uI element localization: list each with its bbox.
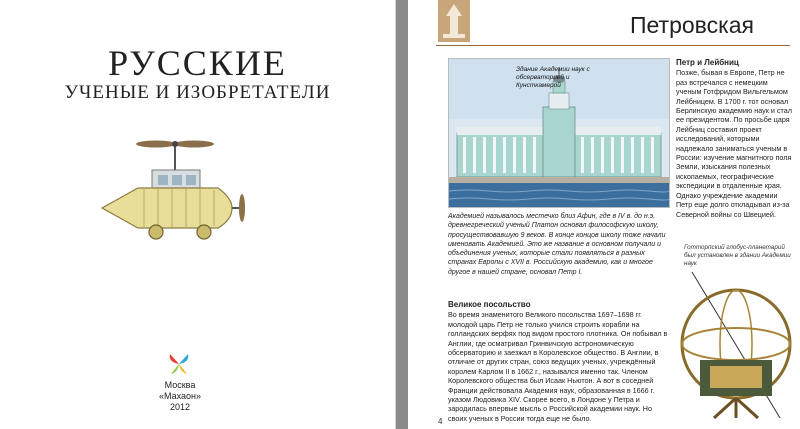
embassy-text: Во время знаменитого Великого посольства 1697–1698 гг. молодой царь Петр не только учился строить корабли на голландских верфях под видом простого плотника. Он побывал в Англии, где осматривал Гринвичскую астрономическую обсерваторию и заезжал в Королевское общество. В Англии, в отличие от других стран, союз ведущих ученых, учреждённый королем Карлом II в 1662 г., назывался именно так. Членом Королевского общества был Исаак Ньютон. А вот в соседней Франции действовала Академия наук, образованная в 1666 г. указом Людовика XIV. Скорее всего, в Лондоне у Петра и зародилась впервые мысль о Российской академии наук. Но своих ученых в России тогда еще не было. xyxy=(448,310,668,423)
book-title: РУССКИЕ xyxy=(108,43,287,83)
intro-text: Академией называлось местечко близ Афин, где в IV в. до н.э. древнегреческий ученый Платон основал философскую школу, просуществовавшую 9 веков. В конце концов школу тоже начали именовать Академией. Это же название в основном получали и объединения ученых, которые стали появляться в разных странах Европы с XVII в. Российскую академию, как и многое другое в нашей стране, основал Петр I. xyxy=(448,213,666,276)
airship-illustration xyxy=(100,136,250,244)
photo-caption: Здание Академии наук с обсерваторией и Кунсткамерой xyxy=(516,66,590,89)
publisher-butterfly-logo xyxy=(168,352,190,376)
intro-paragraph xyxy=(448,212,670,277)
book-subtitle: УЧЕНЫЕ И ИЗОБРЕТАТЕЛИ xyxy=(64,82,331,103)
globe-caption: Готторпский глобус-планетарий был установлен в здании Академии наук xyxy=(684,244,791,267)
title-page xyxy=(0,0,396,429)
embassy-heading: Великое посольство xyxy=(448,300,531,309)
page-number: 4 xyxy=(438,417,443,426)
header-rule xyxy=(436,45,790,46)
sidebar-peter-leibniz xyxy=(676,58,794,219)
publication-year: 2012 xyxy=(169,402,191,412)
article-page xyxy=(408,0,800,429)
grand-embassy-section xyxy=(448,300,670,423)
publisher-name: «Махаон» xyxy=(159,391,201,401)
sidebar-heading: Петр и Лейбниц xyxy=(676,58,739,67)
emblem-icon xyxy=(438,0,470,42)
section-title: Петровская xyxy=(630,12,754,38)
gottorp-globe-illustration xyxy=(670,268,798,420)
sidebar-text: Позже, бывая в Европе, Петр не раз встречался с немецким ученым Готфридом Вильгельмом Лейбницем. В 1700 г. тот основал Берлинскую академию наук и стал ее президентом. По просьбе царя Лейбниц составил проект исследований, которыми надлежало заниматься ученым в России: изучение магнитного поля Земли, изыскания полезных ископаемых, географические экспедиции в отдаленные края. Однако учреждение академии Петр еще долго откладывал из-за Северной войны со Швецией. xyxy=(676,68,792,219)
publisher-city: Москва xyxy=(164,380,196,390)
